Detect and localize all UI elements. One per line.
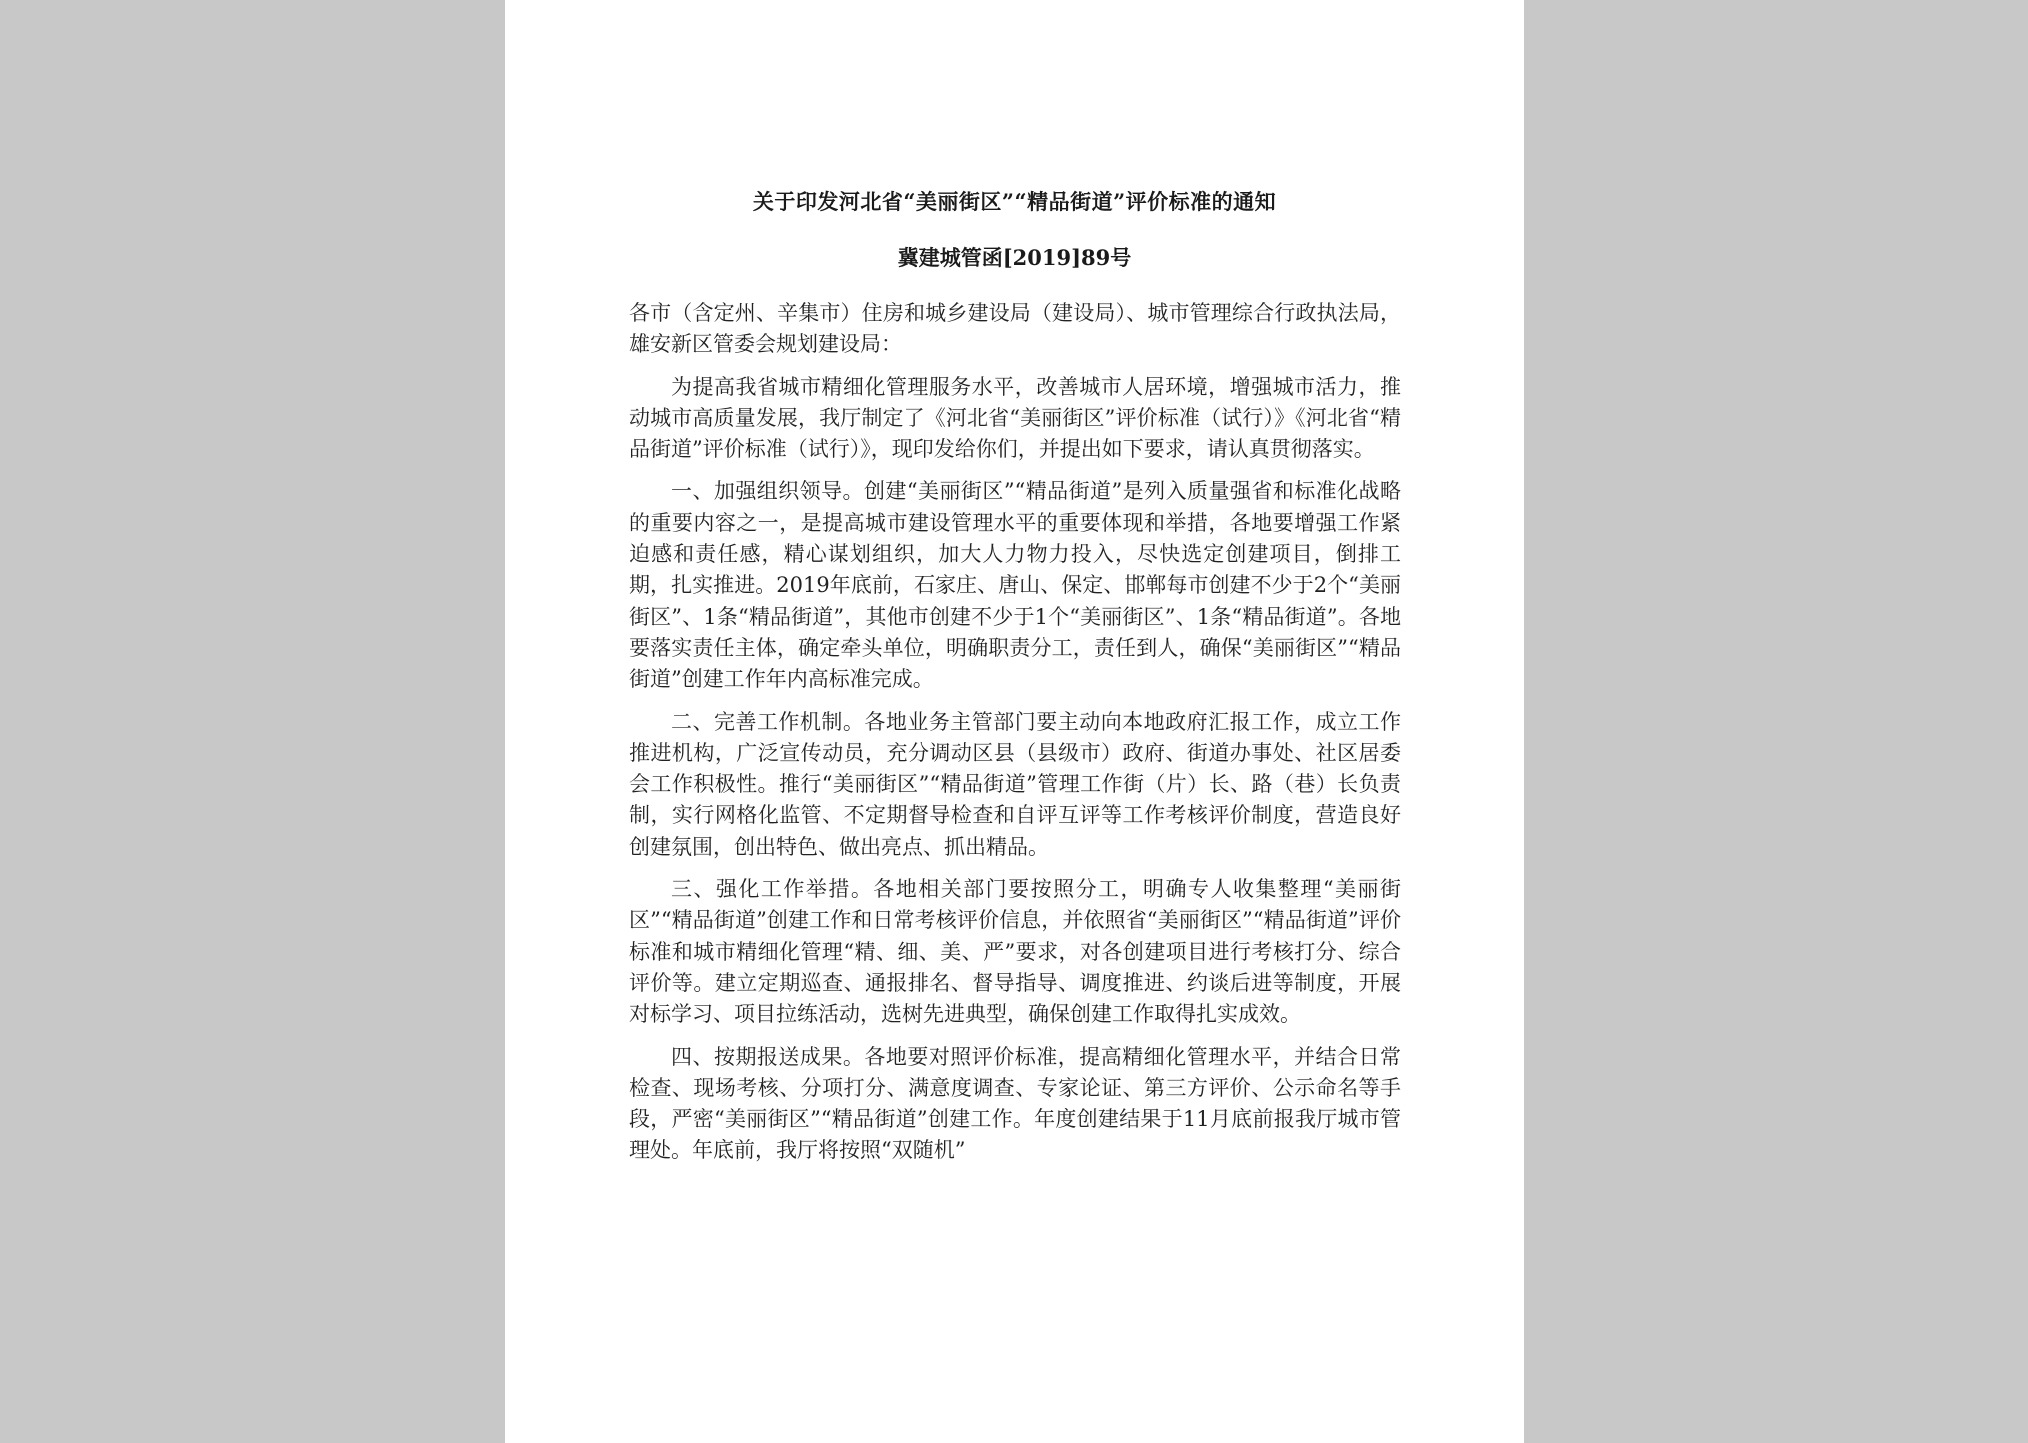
document-page (505, 0, 1524, 1443)
body-paragraph-4: 四、按期报送成果。各地要对照评价标准，提高精细化管理水平，并结合日常检查、现场考核、分项打分、满意度调查、专家论证、第三方评价、公示命名等手段，严密“美丽街区”“精品街道”创建工作。年度创建结果于11月底前报我厅城市管理处。年底前，我厅将按照“双随机” (629, 1044, 1401, 1163)
document-number: 冀建城管函[2019]89号 (897, 245, 1132, 270)
body-paragraph-1: 一、加强组织领导。创建“美丽街区”“精品街道”是列入质量强省和标准化战略的重要内容之一，是提高城市建设管理水平的重要体现和举措，各地要增强工作紧迫感和责任感，精心谋划组织，加大人力物力投入，尽快选定创建项目，倒排工期，扎实推进。2019年底前，石家庄、唐山、保定、邯郸每市创建不少于2个“美丽街区”、1条“精品街道”，其他市创建不少于1个“美丽街区”、1条“精品街道”。各地要落实责任主体，确定牵头单位，明确职责分工，责任到人，确保“美丽街区”“精品街道”创建工作年内高标准完成。 (629, 479, 1401, 692)
document-body (629, 298, 1401, 1178)
body-paragraph-intro: 为提高我省城市精细化管理服务水平，改善城市人居环境，增强城市活力，推动城市高质量发展，我厅制定了《河北省“美丽街区”评价标准（试行）》《河北省“精品街道”评价标准（试行）》，现印发给你们，并提出如下要求，请认真贯彻落实。 (629, 374, 1401, 462)
body-paragraph-2: 二、完善工作机制。各地业务主管部门要主动向本地政府汇报工作，成立工作推进机构，广泛宣传动员，充分调动区县（县级市）政府、街道办事处、社区居委会工作积极性。推行“美丽街区”“精品街道”管理工作街（片）长、路（巷）长负责制，实行网格化监管、不定期督导检查和自评互评等工作考核评价制度，营造良好创建氛围，创出特色、做出亮点、抓出精品。 (629, 709, 1401, 859)
document-title: 关于印发河北省“美丽街区”“精品街道”评价标准的通知 (752, 189, 1277, 214)
body-paragraph-3: 三、强化工作举措。各地相关部门要按照分工，明确专人收集整理“美丽街区”“精品街道”创建工作和日常考核评价信息，并依照省“美丽街区”“精品街道”评价标准和城市精细化管理“精、细、美、严”要求，对各创建项目进行考核打分、综合评价等。建立定期巡查、通报排名、督导指导、调度推进、约谈后进等制度，开展对标学习、项目拉练活动，选树先进典型，确保创建工作取得扎实成效。 (629, 877, 1401, 1027)
addressee-paragraph: 各市（含定州、辛集市）住房和城乡建设局（建设局）、城市管理综合行政执法局，雄安新区管委会规划建设局： (629, 301, 1401, 357)
